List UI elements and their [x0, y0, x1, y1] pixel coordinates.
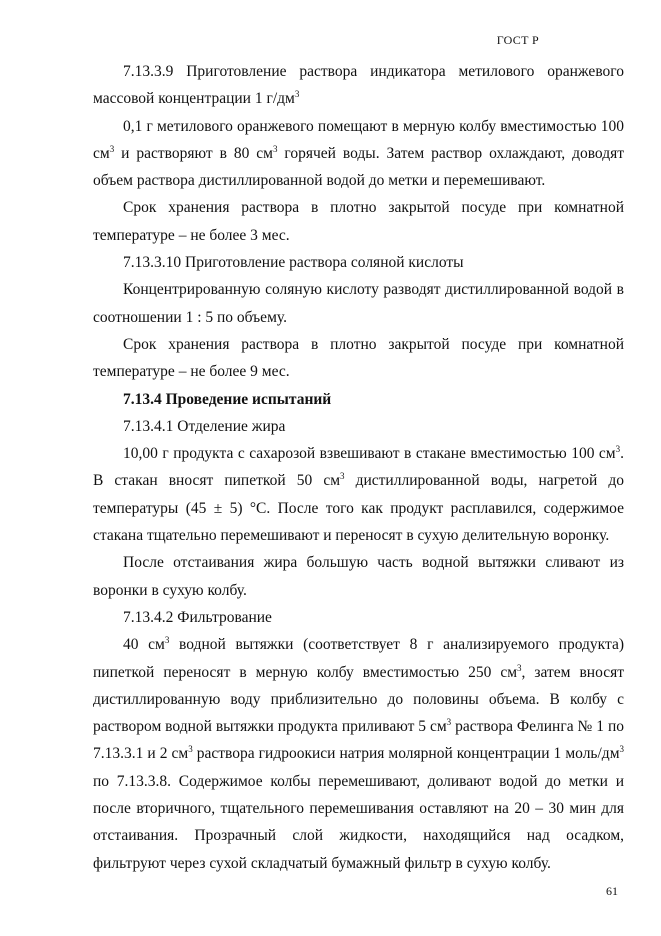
- paragraph-7-13-4-1-heading: 7.13.4.1 Отделение жира: [123, 417, 286, 435]
- document-body: [93, 58, 624, 877]
- paragraph-7-13-3-9-heading: 7.13.3.9 Приготовление раствора индикатора метилового оранжевого массовой концентрации 1 $г/дм^3$: [93, 63, 624, 108]
- paragraph-storage-9-months: Срок хранения раствора в плотно закрытой посуде при комнатной температуре – не более 9 мес.: [93, 335, 624, 381]
- section-heading-7-13-4: 7.13.4 Проведение испытаний: [123, 390, 332, 408]
- paragraph-hcl-dilution: Концентрированную соляную кислоту разводят дистиллированной водой в соотношении 1 : 5 по объему.: [93, 281, 624, 326]
- paragraph-7-13-4-2-heading: 7.13.4.2 Фильтрование: [123, 608, 272, 626]
- paragraph-fat-separation: 10,00 г продукта с сахарозой взвешивают в стакане вместимостью 100 $см^3$. В стакан вносят пипеткой 50 $см^3$ дистиллированной воды, нагретой до температуры (45 ± 5) °С. После того как продукт расплавился, содержимое стакана тщательно перемешивают и переносят в сухую делительную воронку.: [93, 444, 624, 545]
- paragraph-filtration: 40 $см^3$ водной вытяжки (соответствует 8 г анализируемого продукта) пипеткой переносят в мерную колбу вместимостью 250 $см^3$, затем вносят дистиллированную воду приблизительно до половины объема. В колбу с раствором водной вытяжки продукта приливают 5 $см^3$ раствора Фелинга № 1 по 7.13.3.1 и 2 $см^3$ раствора гидроокиси натрия молярной концентрации 1 моль/$дм^3$ по 7.13.3.8. Содержимое колбы перемешивают, доливают водой до метки и после вторичного, тщательного перемешивания оставляют на 20 – 30 мин для отстаивания. Прозрачный слой жидкости, находящийся над осадком, фильтруют через сухой складчатый бумажный фильтр в сухую колбу.: [93, 635, 624, 872]
- paragraph-methyl-orange-prep: 0,1 г метилового оранжевого помещают в мерную колбу вместимостью 100 $см^3$ и растворяют в 80 $см^3$ горячей воды. Затем раствор охлаждают, доводят объем раствора дистиллированной водой до метки и перемешивают.: [93, 117, 625, 190]
- paragraph-settling: После отстаивания жира большую часть водной вытяжки сливают из воронки в сухую колбу.: [93, 554, 624, 599]
- page-number: 61: [606, 884, 618, 898]
- paragraph-7-13-3-10-heading: 7.13.3.10 Приготовление раствора соляной кислоты: [123, 254, 464, 272]
- standard-header: ГОСТ Р: [496, 33, 539, 47]
- paragraph-storage-3-months: Срок хранения раствора в плотно закрытой посуде при комнатной температуре – не более 3 мес.: [93, 199, 624, 244]
